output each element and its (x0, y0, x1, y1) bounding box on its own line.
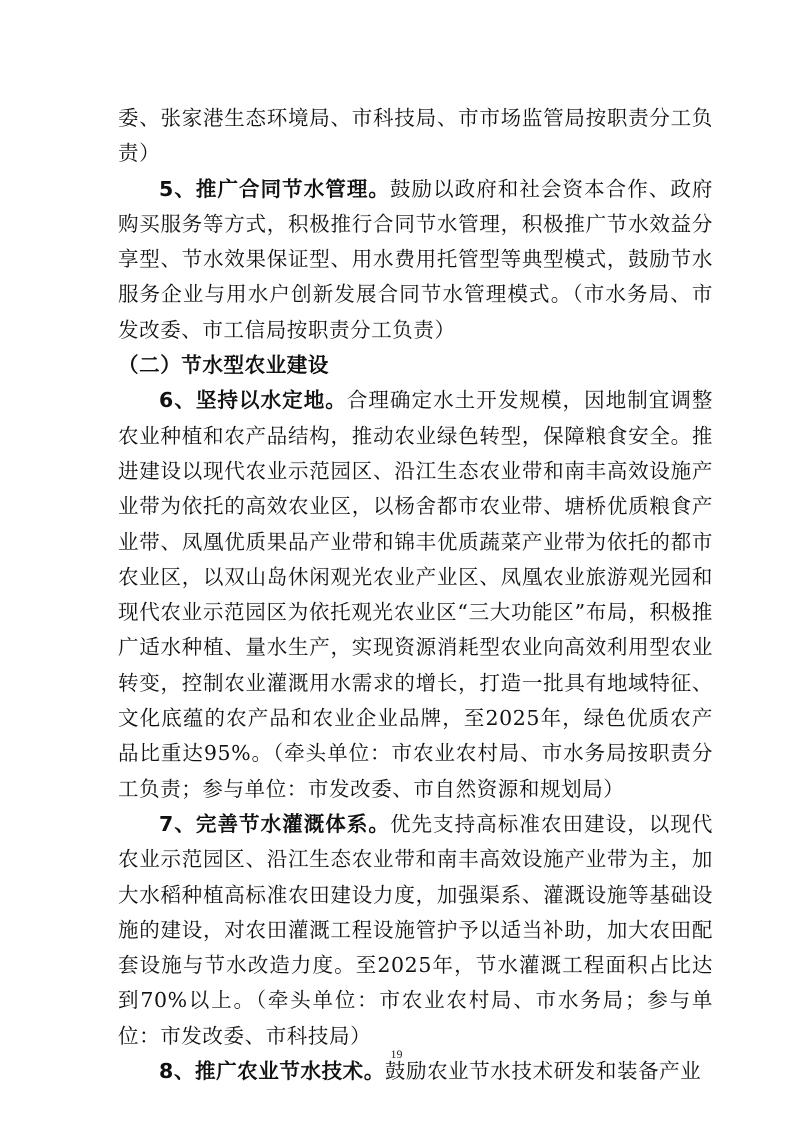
paragraph-item-5 (118, 172, 713, 348)
section-heading: （二）节水型农业建设 (118, 353, 329, 378)
page-number: 19 (390, 1047, 403, 1061)
document-body (118, 101, 713, 1089)
item-text: 合理确定水土开发规模，因地制宜调整农业种植和农产品结构，推动农业绿色转型，保障粮食安全。推进建设以现代农业示范园区、沿江生态农业带和南丰高效设施产业带为依托的高效农业区，以杨舍都市农业带、塘桥优质粮食产业带、凤凰优质果品产业带和锦丰优质蔬菜产业带为依托的都市农业区，以双山岛休闲观光农业产业区、凤凰农业旅游观光园和现代农业示范园区为依托观光农业区“三大功能区”布局，积极推广适水种植、量水生产，实现资源消耗型农业向高效利用型农业转变，控制农业灌溉用水需求的增长，打造一批具有地域特征、文化底蕴的农产品和农业企业品牌，至2025年，绿色优质农产品比重达95%。（牵头单位：市农业农村局、市水务局按职责分工负责；参与单位：市发改委、市自然资源和规划局） (118, 388, 713, 801)
paragraph-item-6 (118, 383, 713, 807)
item-title: 6、坚持以水定地。 (159, 388, 347, 413)
item-text: 优先支持高标准农田建设，以现代农业示范园区、沿江生态农业带和南丰高效设施产业带为主，加大水稻种植高标准农田建设力度，加强渠系、灌溉设施等基础设施的建设，对农田灌溉工程设施管护予以适当补助，加大农田配套设施与节水改造力度。至2025年，节水灌溉工程面积占比达到70%以上。（牵头单位：市农业农村局、市水务局；参与单位：市发改委、市科技局） (118, 811, 713, 1048)
item-text: 鼓励以政府和社会资本合作、政府购买服务等方式，积极推行合同节水管理，积极推广节水效益分享型、节水效果保证型、用水费用托管型等典型模式，鼓励节水服务企业与用水户创新发展合同节水管理模式。（市水务局、市发改委、市工信局按职责分工负责） (118, 176, 713, 342)
paragraph-continuation (118, 101, 713, 172)
item-title: 7、完善节水灌溉体系。 (159, 811, 390, 836)
paragraph-item-7 (118, 807, 713, 1054)
item-title: 5、推广合同节水管理。 (159, 176, 390, 201)
paragraph-text: 委、张家港生态环境局、市科技局、市市场监管局按职责分工负责） (118, 106, 713, 166)
item-title: 8、推广农业节水技术。 (159, 1059, 385, 1084)
item-text: 鼓励农业节水技术研发和装备产业 (384, 1059, 702, 1084)
